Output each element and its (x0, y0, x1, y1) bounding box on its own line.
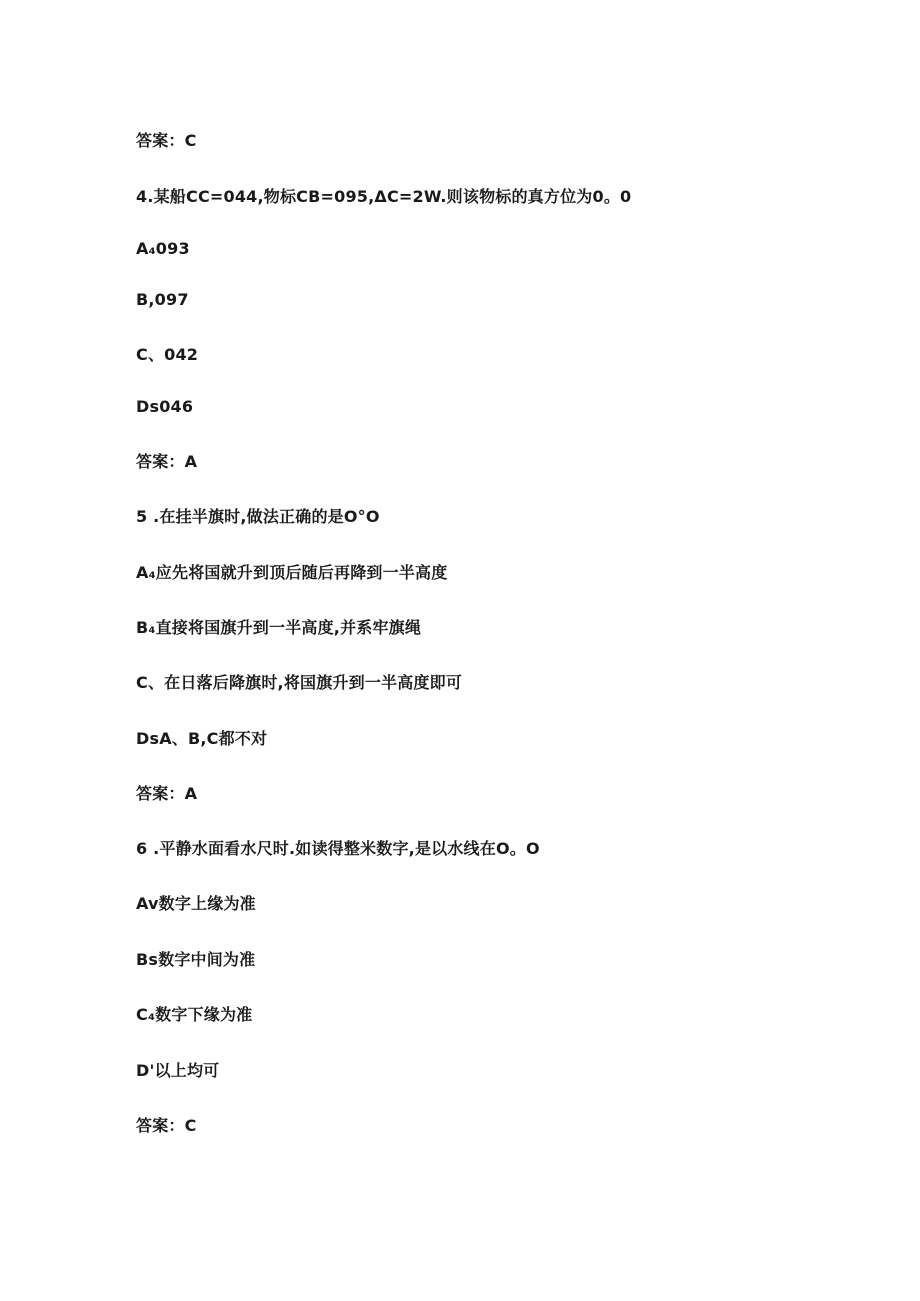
q4-option-b: B,097 (136, 290, 189, 309)
q6-option-a: Av数字上缘为准 (136, 894, 256, 913)
q4-option-d: Ds046 (136, 397, 194, 416)
q6-option-b: Bs数字中间为准 (136, 950, 256, 969)
q5-answer: 答案：A (136, 784, 198, 803)
q4-option-a: A₄093 (136, 239, 190, 258)
q6-option-c: C₄数字下缘为准 (136, 1005, 253, 1024)
q4-stem: 4.某船CC=044,物标CB=095,ΔC=2W.则该物标的真方位为0。0 (136, 187, 632, 206)
q4-option-c: C、042 (136, 345, 199, 364)
q5-option-d: DsA、B,C都不对 (136, 729, 268, 748)
q5-option-c: C、在日落后降旗时,将国旗升到一半高度即可 (136, 673, 463, 692)
q6-answer: 答案：C (136, 1116, 197, 1135)
q5-stem: 5 .在挂半旗时,做法正确的是O°O (136, 507, 380, 526)
q6-stem: 6 .平静水面看水尺时.如读得整米数字,是以水线在O。O (136, 839, 540, 858)
answer-prev: 答案：C (136, 131, 197, 150)
q5-option-a: A₄应先将国就升到顶后随后再降到一半高度 (136, 563, 448, 582)
q5-option-b: B₄直接将国旗升到一半高度,并系牢旗绳 (136, 618, 422, 637)
q4-answer: 答案：A (136, 452, 198, 471)
q6-option-d: D'以上均可 (136, 1061, 220, 1080)
